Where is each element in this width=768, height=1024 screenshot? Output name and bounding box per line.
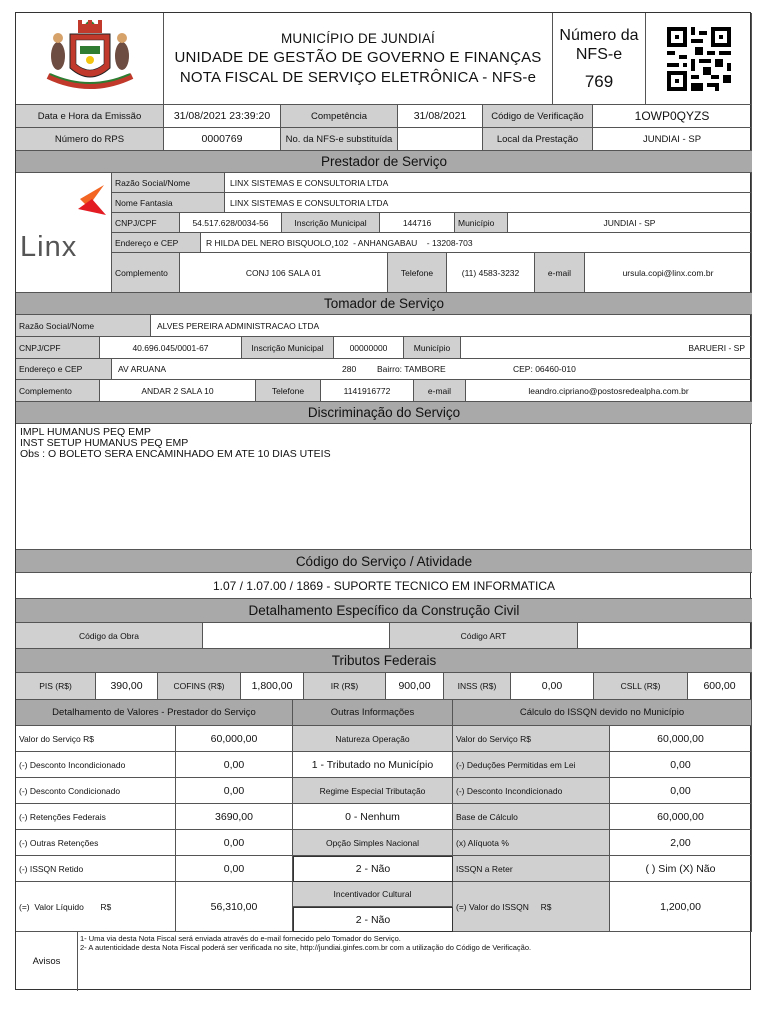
discriminacao-line: INST SETUP HUMANUS PEQ EMP [20, 437, 189, 449]
header-line3: NOTA FISCAL DE SERVIÇO ELETRÔNICA - NFS-e [179, 69, 537, 86]
substituida-value [398, 128, 483, 151]
prestador-telefone-value: (11) 4583-3232 [447, 253, 535, 293]
tomador-title: Tomador de Serviço [16, 293, 752, 315]
prestador-email-label: e-mail [535, 253, 585, 293]
natureza-value: 1 - Tributado no Município [293, 752, 453, 778]
competencia-value: 31/08/2021 [398, 105, 483, 128]
prestador-im-label: Inscrição Municipal [282, 213, 380, 233]
tomador-razao-value: ALVES PEREIRA ADMINISTRACAO LTDA [151, 315, 752, 337]
art-value [578, 623, 752, 649]
ir-value: 900,00 [386, 673, 444, 700]
issqn-reter-value: ( ) Sim (X) Não [610, 856, 752, 882]
header-title-block [164, 13, 553, 105]
valores-servico-label: Valor do Serviço R$ [16, 726, 176, 752]
prestador-cnpj-label: CNPJ/CPF [112, 213, 180, 233]
tomador-endereco-label: Endereço e CEP [16, 359, 112, 380]
issqn-desc-incond-value: 0,00 [610, 778, 752, 804]
verificacao-label: Código de Verificação [483, 105, 593, 128]
discriminacao-body [16, 424, 752, 550]
valores-desc-cond-value: 0,00 [176, 778, 293, 804]
emissao-label: Data e Hora da Emissão [16, 105, 164, 128]
valores-title: Detalhamento de Valores - Prestador do Serviço [16, 700, 293, 726]
issqn-valor-label: (=) Valor do ISSQN R$ [453, 882, 610, 932]
substituida-label: No. da NFS-e substituída [281, 128, 398, 151]
tomador-bairro-value: Bairro: TAMBORE [377, 364, 446, 374]
issqn-aliquota-value: 2,00 [610, 830, 752, 856]
nfse-document [15, 12, 751, 990]
discriminacao-title: Discriminação do Serviço [16, 402, 752, 424]
prestador-municipio-value: JUNDIAI - SP [508, 213, 752, 233]
valores-outras-ret-label: (-) Outras Retenções [16, 830, 176, 856]
tomador-complemento-value: ANDAR 2 SALA 10 [100, 380, 256, 402]
coat-of-arms-icon [16, 13, 164, 105]
issqn-title: Cálculo do ISSQN devido no Município [453, 700, 752, 726]
csll-label: CSLL (R$) [594, 673, 688, 700]
avisos-line2: 2- A autenticidade desta Nota Fiscal poderá ser verificada no site, http://jundiai.ginfes.com.br com a utilização do Código de Verificação. [80, 943, 532, 952]
prestador-razao-label: Razão Social/Nome [112, 173, 225, 193]
prestador-fantasia-value: LINX SISTEMAS E CONSULTORIA LTDA [225, 193, 752, 213]
qr-code-icon [646, 13, 752, 105]
prestador-endereco-label: Endereço e CEP [112, 233, 201, 253]
issqn-base-label: Base de Cálculo [453, 804, 610, 830]
construcao-title: Detalhamento Específico da Construção Civil [16, 599, 752, 623]
prestador-cnpj-value: 54.517.628/0034-56 [180, 213, 282, 233]
incentivador-label: Incentivador Cultural [293, 882, 453, 907]
tomador-cnpj-label: CNPJ/CPF [16, 337, 100, 359]
obra-value [203, 623, 390, 649]
obra-label: Código da Obra [16, 623, 203, 649]
issqn-valor-servico-value: 60,000,00 [610, 726, 752, 752]
valores-ret-fed-value: 3690,00 [176, 804, 293, 830]
natureza-label: Natureza Operação [293, 726, 453, 752]
tomador-email-label: e-mail [414, 380, 466, 402]
tomador-complemento-label: Complemento [16, 380, 100, 402]
discriminacao-line: Obs : O BOLETO SERA ENCAMINHADO EM ATE 10 DIAS UTEIS [20, 448, 331, 460]
linx-logo [16, 173, 112, 293]
prestador-endereco-value: R HILDA DEL NERO BISQUOLO¸102 - ANHANGABAU - 13208-703 [201, 233, 752, 253]
issqn-valor-servico-label: Valor do Serviço R$ [453, 726, 610, 752]
valores-desc-incond-label: (-) Desconto Incondicionado [16, 752, 176, 778]
prestador-telefone-label: Telefone [388, 253, 447, 293]
prestador-complemento-value: CONJ 106 SALA 01 [180, 253, 388, 293]
avisos-body [78, 932, 752, 991]
tomador-numero-value: 280 [342, 364, 357, 374]
tributos-title: Tributos Federais [16, 649, 752, 673]
valores-ret-fed-label: (-) Retenções Federais [16, 804, 176, 830]
prestador-municipio-label: Município [455, 213, 508, 233]
header-line1: MUNICÍPIO DE JUNDIAÍ [280, 31, 435, 46]
tomador-cnpj-value: 40.696.045/0001-67 [100, 337, 242, 359]
regime-value: 0 - Nenhum [293, 804, 453, 830]
cofins-value: 1,800,00 [241, 673, 304, 700]
servico-title: Código do Serviço / Atividade [16, 550, 752, 573]
nfse-label: Número da NFS-e [559, 26, 639, 63]
local-value: JUNDIAI - SP [593, 128, 752, 151]
valores-outras-ret-value: 0,00 [176, 830, 293, 856]
prestador-email-value: ursula.copi@linx.com.br [585, 253, 752, 293]
prestador-fantasia-label: Nome Fantasia [112, 193, 225, 213]
local-label: Local da Prestação [483, 128, 593, 151]
outras-title: Outras Informações [293, 700, 453, 726]
simples-value: 2 - Não [293, 856, 453, 882]
pis-value: 390,00 [96, 673, 158, 700]
issqn-valor-value: 1,200,00 [610, 882, 752, 932]
prestador-razao-value: LINX SISTEMAS E CONSULTORIA LTDA [225, 173, 752, 193]
prestador-im-value: 144716 [380, 213, 455, 233]
tomador-telefone-value: 1141916772 [321, 380, 414, 402]
competencia-label: Competência [281, 105, 398, 128]
tomador-email-value: leandro.cipriano@postosredealpha.com.br [466, 380, 752, 402]
cofins-label: COFINS (R$) [158, 673, 241, 700]
servico-value: 1.07 / 1.07.00 / 1869 - SUPORTE TECNICO EM INFORMATICA [16, 573, 752, 599]
tomador-municipio-value: BARUERI - SP [461, 337, 752, 359]
inss-value: 0,00 [511, 673, 594, 700]
valores-desc-cond-label: (-) Desconto Condicionado [16, 778, 176, 804]
linx-logo-text: Linx [20, 231, 78, 263]
issqn-base-value: 60,000,00 [610, 804, 752, 830]
ir-label: IR (R$) [304, 673, 386, 700]
header-line2: UNIDADE DE GESTÃO DE GOVERNO E FINANÇAS [174, 49, 542, 66]
incentivador-value: 2 - Não [293, 907, 453, 932]
tomador-telefone-label: Telefone [256, 380, 321, 402]
prestador-complemento-label: Complemento [112, 253, 180, 293]
tomador-razao-label: Razão Social/Nome [16, 315, 151, 337]
nfse-number: 769 [584, 71, 614, 91]
tomador-municipio-label: Município [404, 337, 461, 359]
art-label: Código ART [390, 623, 578, 649]
tomador-im-value: 00000000 [334, 337, 404, 359]
pis-label: PIS (R$) [16, 673, 96, 700]
prestador-title: Prestador de Serviço [16, 151, 752, 173]
issqn-desc-incond-label: (-) Desconto Incondicionado [453, 778, 610, 804]
issqn-deducoes-label: (-) Deduções Permitidas em Lei [453, 752, 610, 778]
rps-value: 0000769 [164, 128, 281, 151]
valores-liquido-value: 56,310,00 [176, 882, 293, 932]
csll-value: 600,00 [688, 673, 752, 700]
verificacao-value: 1OWP0QYZS [593, 105, 752, 128]
avisos-line1: 1- Uma via desta Nota Fiscal será enviada através do e-mail fornecido pelo Tomador do Serviço. [80, 934, 401, 943]
tomador-endereco-value: AV ARUANA [118, 364, 167, 374]
tomador-cep-value: CEP: 06460-010 [513, 364, 576, 374]
avisos-label: Avisos [16, 932, 78, 991]
nfse-number-block [553, 13, 646, 105]
valores-liquido-label: (=) Valor Líquido R$ [16, 882, 176, 932]
emissao-value: 31/08/2021 23:39:20 [164, 105, 281, 128]
linx-logo-icon [22, 173, 106, 233]
regime-label: Regime Especial Tributação [293, 778, 453, 804]
issqn-aliquota-label: (x) Alíquota % [453, 830, 610, 856]
tomador-endereco-row [112, 359, 752, 380]
issqn-deducoes-value: 0,00 [610, 752, 752, 778]
discriminacao-line: IMPL HUMANUS PEQ EMP [20, 426, 151, 438]
valores-desc-incond-value: 0,00 [176, 752, 293, 778]
valores-issqn-retido-value: 0,00 [176, 856, 293, 882]
inss-label: INSS (R$) [444, 673, 511, 700]
tomador-im-label: Inscrição Municipal [242, 337, 334, 359]
simples-label: Opção Simples Nacional [293, 830, 453, 856]
issqn-reter-label: ISSQN a Reter [453, 856, 610, 882]
valores-servico-value: 60,000,00 [176, 726, 293, 752]
rps-label: Número do RPS [16, 128, 164, 151]
valores-issqn-retido-label: (-) ISSQN Retido [16, 856, 176, 882]
